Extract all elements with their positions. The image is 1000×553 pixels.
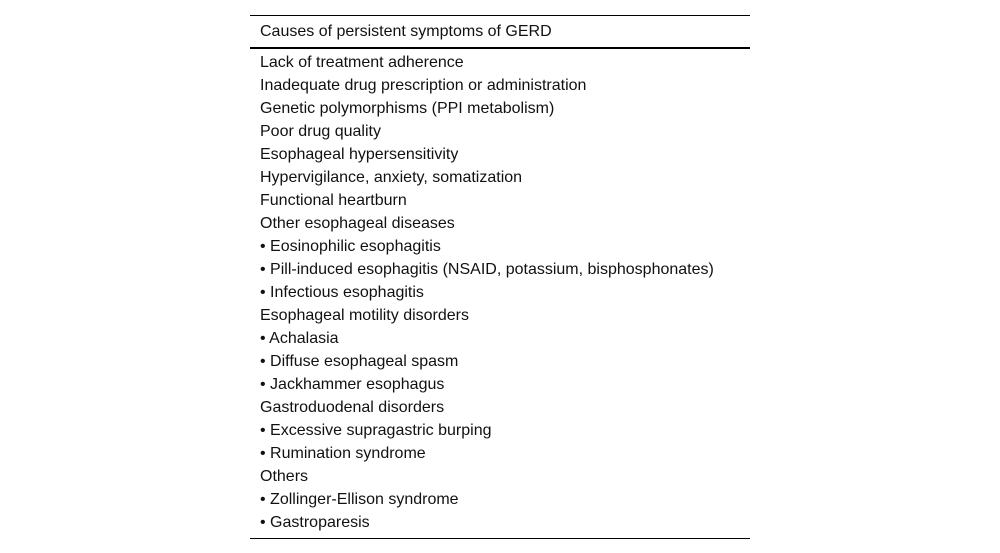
table-row: • Achalasia (260, 330, 339, 347)
table-row: Esophageal hypersensitivity (260, 146, 459, 163)
table-body (250, 49, 750, 538)
table-row: • Zollinger-Ellison syndrome (260, 491, 459, 508)
table-row: Gastroduodenal disorders (260, 399, 445, 416)
table-row: • Rumination syndrome (260, 445, 426, 462)
table-row: Lack of treatment adherence (260, 54, 464, 71)
table-row: Poor drug quality (260, 123, 381, 140)
table-row: • Excessive supragastric burping (260, 422, 492, 439)
table-row: Esophageal motility disorders (260, 307, 469, 324)
table-row: • Gastroparesis (260, 514, 370, 531)
table-row: Genetic polymorphisms (PPI metabolism) (260, 100, 555, 117)
table-row: • Eosinophilic esophagitis (260, 238, 441, 255)
table-row: • Pill-induced esophagitis (NSAID, potassium, bisphosphonates) (260, 261, 714, 278)
table-header: Causes of persistent symptoms of GERD (260, 23, 552, 40)
causes-table (250, 15, 750, 539)
table-row: Hypervigilance, anxiety, somatization (260, 169, 523, 186)
table-row: • Infectious esophagitis (260, 284, 424, 301)
table-row: • Jackhammer esophagus (260, 376, 445, 393)
table-row: Functional heartburn (260, 192, 407, 209)
table-row: Others (260, 468, 309, 485)
table-row: Inadequate drug prescription or administration (260, 77, 587, 94)
table-row: Other esophageal diseases (260, 215, 455, 232)
table-row: • Diffuse esophageal spasm (260, 353, 459, 370)
table-bottom-rule (250, 538, 750, 539)
